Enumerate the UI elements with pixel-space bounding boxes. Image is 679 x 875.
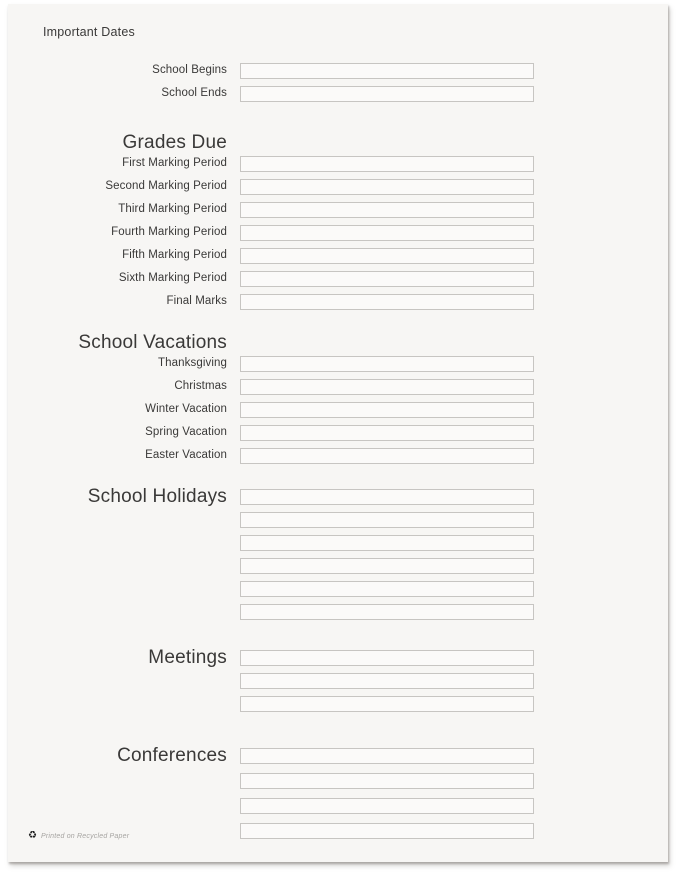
form-row [8, 747, 668, 764]
section-heading: Meetings [148, 647, 227, 668]
field-label: Easter Vacation [145, 449, 227, 461]
form-row [8, 247, 668, 264]
footer-text: Printed on Recycled Paper [40, 832, 130, 840]
recycle-icon: ♻ [28, 830, 37, 841]
school-holidays-4-input[interactable] [240, 558, 534, 574]
school-holidays-1-input[interactable] [240, 489, 534, 505]
section-school-dates [8, 62, 668, 102]
winter-vacation-input[interactable] [240, 402, 534, 418]
second-marking-period-input[interactable] [240, 179, 534, 195]
school-holidays-5-input[interactable] [240, 581, 534, 597]
thanksgiving-input[interactable] [240, 356, 534, 372]
field-label: Fourth Marking Period [111, 226, 227, 238]
section-school-holidays [8, 488, 668, 620]
form-row [8, 488, 668, 505]
form-row [8, 672, 668, 689]
footer [28, 831, 129, 841]
form-row [8, 447, 668, 464]
sixth-marking-period-input[interactable] [240, 271, 534, 287]
form-row [8, 649, 668, 666]
form-row [8, 534, 668, 551]
meetings-1-input[interactable] [240, 650, 534, 666]
final-marks-input[interactable] [240, 294, 534, 310]
form-row [8, 378, 668, 395]
field-label: Winter Vacation [145, 403, 227, 415]
school-ends-input[interactable] [240, 86, 534, 102]
field-label: Sixth Marking Period [118, 272, 227, 284]
section-heading: Grades Due [122, 132, 227, 153]
form-row [8, 772, 668, 789]
section-school-vacations [8, 332, 668, 464]
field-label: Spring Vacation [145, 426, 227, 438]
field-label: Final Marks [166, 295, 227, 307]
field-label: School Begins [152, 64, 227, 76]
form-row [8, 201, 668, 218]
school-begins-input[interactable] [240, 63, 534, 79]
meetings-2-input[interactable] [240, 673, 534, 689]
form-row [8, 355, 668, 372]
fifth-marking-period-input[interactable] [240, 248, 534, 264]
conferences-2-input[interactable] [240, 773, 534, 789]
meetings-3-input[interactable] [240, 696, 534, 712]
field-label: First Marking Period [122, 157, 227, 169]
conferences-3-input[interactable] [240, 798, 534, 814]
form-content [8, 62, 668, 847]
page-title: Important Dates [43, 25, 135, 39]
school-holidays-2-input[interactable] [240, 512, 534, 528]
section-meetings [8, 649, 668, 712]
form-row [8, 557, 668, 574]
form-row [8, 511, 668, 528]
field-label: Third Marking Period [118, 203, 227, 215]
form-row [8, 178, 668, 195]
form-row [8, 224, 668, 241]
spring-vacation-input[interactable] [240, 425, 534, 441]
section-heading: School Vacations [78, 332, 227, 353]
form-row [8, 270, 668, 287]
field-label: Christmas [174, 380, 227, 392]
form-row [8, 401, 668, 418]
paper-form [8, 4, 668, 862]
school-holidays-3-input[interactable] [240, 535, 534, 551]
section-conferences [8, 747, 668, 839]
form-row [8, 62, 668, 79]
easter-vacation-input[interactable] [240, 448, 534, 464]
fourth-marking-period-input[interactable] [240, 225, 534, 241]
field-label: Fifth Marking Period [122, 249, 227, 261]
third-marking-period-input[interactable] [240, 202, 534, 218]
form-row [8, 155, 668, 172]
field-label: Thanksgiving [158, 357, 227, 369]
section-heading: Conferences [117, 745, 227, 766]
form-row [8, 797, 668, 814]
form-row [8, 580, 668, 597]
form-row [8, 424, 668, 441]
section-heading: School Holidays [87, 486, 227, 507]
conferences-4-input[interactable] [240, 823, 534, 839]
field-label: School Ends [161, 87, 227, 99]
form-row [8, 603, 668, 620]
section-grades-due [8, 132, 668, 310]
form-row [8, 85, 668, 102]
field-label: Second Marking Period [105, 180, 227, 192]
form-row [8, 695, 668, 712]
form-row [8, 293, 668, 310]
school-holidays-6-input[interactable] [240, 604, 534, 620]
first-marking-period-input[interactable] [240, 156, 534, 172]
conferences-1-input[interactable] [240, 748, 534, 764]
christmas-input[interactable] [240, 379, 534, 395]
